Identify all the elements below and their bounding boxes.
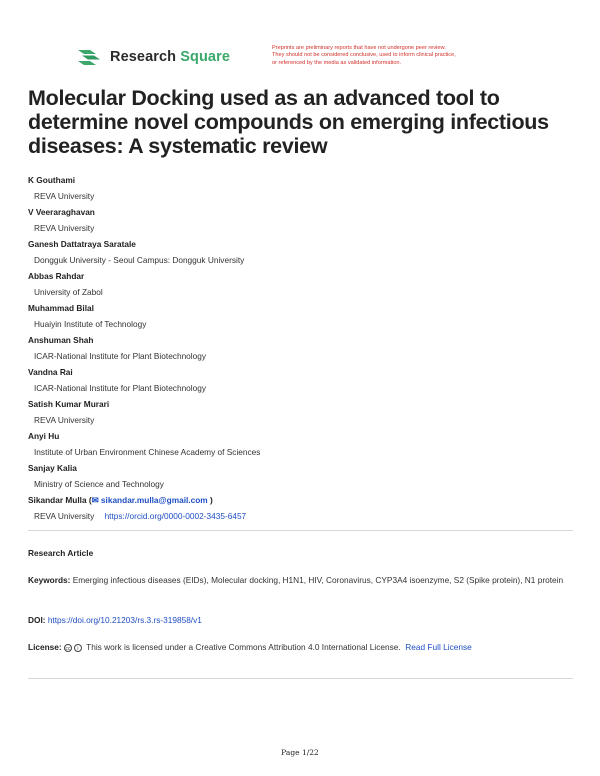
- disclaimer-line: Preprints are preliminary reports that have not undergone peer review.: [272, 45, 446, 51]
- license-section: [28, 641, 573, 654]
- author-entry: [28, 268, 578, 300]
- author-entry: [28, 364, 578, 396]
- logo-text: [110, 49, 230, 65]
- doi-link[interactable]: https://doi.org/10.21203/rs.3.rs-319858/v1: [47, 615, 202, 625]
- paren-close: ): [210, 495, 213, 505]
- divider: [28, 678, 573, 679]
- author-name: Vandna Rai: [28, 367, 73, 377]
- email-icon: ✉: [91, 495, 99, 505]
- logo-word-square: Square: [180, 49, 230, 65]
- author-entry: [28, 300, 578, 332]
- author-email-link[interactable]: sikandar.mulla@gmail.com: [100, 495, 208, 505]
- divider: [28, 530, 573, 531]
- author-affiliation: Institute of Urban Environment Chinese Academy of Sciences: [34, 447, 261, 457]
- author-affiliation: ICAR-National Institute for Plant Biotechnology: [34, 351, 207, 361]
- article-type-label: Research Article: [28, 548, 94, 558]
- license-text: This work is licensed under a Creative Commons Attribution 4.0 International License.: [86, 642, 401, 652]
- author-entry: [28, 460, 578, 492]
- disclaimer-line: or referenced by the media as validated information.: [272, 59, 402, 66]
- page-number: Page 1/22: [281, 748, 319, 757]
- corresponding-author-name: [28, 492, 578, 508]
- author-name: Ganesh Dattatraya Saratale: [28, 239, 136, 249]
- author-entry: [28, 172, 578, 204]
- author-affiliation: ICAR-National Institute for Plant Biotechnology: [34, 383, 207, 393]
- author-affiliation: Huaiyin Institute of Technology: [34, 319, 147, 329]
- author-affiliation: Ministry of Science and Technology: [34, 479, 164, 489]
- creative-commons-icon: cc: [65, 645, 71, 652]
- author-affiliation: REVA University: [34, 223, 95, 233]
- author-affiliation: Dongguk University - Seoul Campus: Dongguk University: [34, 255, 245, 265]
- author-list: [28, 172, 578, 524]
- doi-section: [28, 614, 573, 627]
- author-entry: [28, 204, 578, 236]
- license-label: License:: [28, 642, 62, 652]
- author-name: Muhammad Bilal: [28, 303, 94, 313]
- corresponding-author-affiliation: [28, 508, 578, 524]
- research-square-logo-icon: [76, 47, 102, 67]
- author-entry: [28, 428, 578, 460]
- disclaimer-line: They should not be considered conclusive, used to inform clinical practice,: [272, 52, 456, 59]
- author-entry: [28, 332, 578, 364]
- doi-label: DOI:: [28, 615, 46, 625]
- author-name: Anshuman Shah: [28, 335, 94, 345]
- author-entry: [28, 396, 578, 428]
- article-type: [28, 547, 573, 560]
- keywords-text: Emerging infectious diseases (EIDs), Molecular docking, H1N1, HIV, Coronavirus, CYP3A4 isoenzyme, S2 (Spike protein), N1 protein: [72, 575, 564, 585]
- author-name: Sikandar Mulla: [28, 495, 87, 505]
- author-affiliation: REVA University: [34, 511, 95, 521]
- author-affiliation: University of Zabol: [34, 287, 103, 297]
- attribution-icon: i: [74, 644, 82, 652]
- corresponding-author-entry: [28, 492, 578, 524]
- author-name: Anyi Hu: [28, 431, 60, 441]
- keywords-label: Keywords:: [28, 575, 71, 585]
- author-name: Abbas Rahdar: [28, 271, 85, 281]
- author-name: V Veeraraghavan: [28, 207, 95, 217]
- keywords-section: [28, 574, 573, 587]
- author-name: Sanjay Kalia: [28, 463, 77, 473]
- author-affiliation: REVA University: [34, 415, 95, 425]
- author-entry: [28, 236, 578, 268]
- paren-open: (: [88, 495, 92, 505]
- orcid-link[interactable]: https://orcid.org/0000-0002-3435-6457: [104, 511, 247, 521]
- author-affiliation: REVA University: [34, 191, 95, 201]
- paper-title: Molecular Docking used as an advanced tool to determine novel compounds on emerging infectious diseases: A systematic review: [28, 86, 549, 158]
- preprint-disclaimer: [272, 45, 572, 67]
- author-name: Satish Kumar Murari: [28, 399, 110, 409]
- research-square-logo[interactable]: [76, 47, 230, 67]
- read-full-license-link[interactable]: Read Full License: [405, 642, 472, 652]
- author-name: K Gouthami: [28, 175, 76, 185]
- header: [0, 0, 600, 80]
- logo-word-research: Research: [110, 49, 177, 65]
